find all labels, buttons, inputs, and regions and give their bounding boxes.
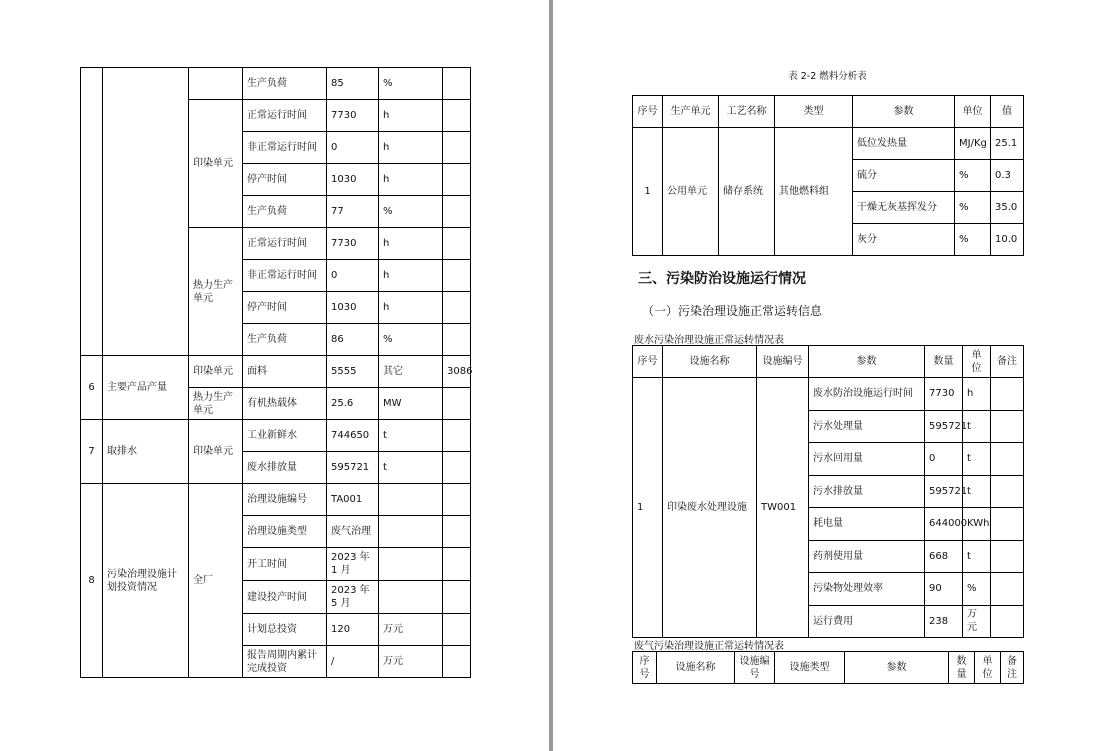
column-header: 设施名称 [663, 346, 757, 378]
uom-cell: h [379, 164, 443, 196]
unit-cell: 热力生产单元 [189, 388, 243, 420]
facility-code-cell: TW001 [757, 378, 809, 638]
note-cell [443, 516, 471, 548]
param-cell: 计划总投资 [243, 614, 327, 646]
unit-cell: 公用单元 [663, 128, 719, 256]
table-row [81, 420, 471, 452]
uom-cell: 其它 [379, 356, 443, 388]
param-cell: 污水处理量 [809, 410, 925, 443]
uom-cell: t [379, 452, 443, 484]
param-cell: 面料 [243, 356, 327, 388]
param-cell: 治理设施编号 [243, 484, 327, 516]
uom-cell [379, 516, 443, 548]
column-header: 单位 [955, 96, 991, 128]
param-cell: 建设投产时间 [243, 581, 327, 614]
value-cell: 86 [327, 324, 379, 356]
uom-cell: t [379, 420, 443, 452]
index-cell: 8 [81, 484, 103, 678]
table-caption: 表 2-2 燃料分析表 [788, 71, 867, 82]
uom-cell: % [955, 160, 991, 192]
unit-cell [189, 68, 243, 100]
unit-cell: 印染单元 [189, 420, 243, 484]
production-info-table [80, 67, 471, 678]
value-cell: TA001 [327, 484, 379, 516]
param-cell: 低位发热量 [853, 128, 955, 160]
column-header: 序号 [633, 96, 663, 128]
value-cell: 595721 [327, 452, 379, 484]
column-header: 设施编号 [757, 346, 809, 378]
note-cell [991, 443, 1024, 476]
uom-cell: % [379, 68, 443, 100]
column-header: 单位 [975, 652, 1001, 684]
value-cell: 0 [327, 132, 379, 164]
qty-cell: 595721 [925, 410, 963, 443]
uom-cell: KWh [963, 508, 991, 541]
column-header: 备注 [1001, 652, 1024, 684]
process-cell: 储存系统 [719, 128, 775, 256]
value-cell: 1030 [327, 164, 379, 196]
item-name-cell: 污染治理设施计划投资情况 [103, 484, 189, 678]
table-title: 废气污染治理设施正常运转情况表 [634, 641, 784, 652]
item-name-cell: 取排水 [103, 420, 189, 484]
uom-cell: % [955, 224, 991, 256]
table-row [81, 484, 471, 516]
table-title: 废水污染治理设施正常运转情况表 [634, 335, 784, 346]
uom-cell: % [955, 192, 991, 224]
index-cell: 1 [633, 128, 663, 256]
qty-cell: 668 [925, 540, 963, 573]
uom-cell: t [963, 540, 991, 573]
column-header: 设施名称 [657, 652, 735, 684]
unit-cell: 全厂 [189, 484, 243, 678]
column-header: 设施编号 [735, 652, 775, 684]
index-cell: 7 [81, 420, 103, 484]
note-cell [991, 540, 1024, 573]
column-header: 参数 [853, 96, 955, 128]
param-cell: 废水防治设施运行时间 [809, 378, 925, 411]
uom-cell: 万元 [379, 614, 443, 646]
uom-cell: t [963, 410, 991, 443]
param-cell: 开工时间 [243, 548, 327, 581]
uom-cell [379, 581, 443, 614]
note-cell [443, 452, 471, 484]
column-header: 数量 [949, 652, 975, 684]
param-cell: 废水排放量 [243, 452, 327, 484]
column-header: 参数 [845, 652, 949, 684]
param-cell: 干燥无灰基挥发分 [853, 192, 955, 224]
table-header-row [633, 652, 1024, 684]
value-cell: 废气治理 [327, 516, 379, 548]
param-cell: 正常运行时间 [243, 228, 327, 260]
value-cell: 0.3 [991, 160, 1024, 192]
uom-cell: 万元 [963, 605, 991, 638]
table-header-row [633, 96, 1024, 128]
param-cell: 污染物处理效率 [809, 573, 925, 606]
note-cell [991, 475, 1024, 508]
column-header: 单位 [963, 346, 991, 378]
param-cell: 正常运行时间 [243, 100, 327, 132]
note-cell [443, 100, 471, 132]
note-cell [991, 508, 1024, 541]
param-cell: 生产负荷 [243, 196, 327, 228]
qty-cell: 238 [925, 605, 963, 638]
value-cell: 5555 [327, 356, 379, 388]
table-row [633, 378, 1024, 411]
uom-cell: h [379, 292, 443, 324]
note-cell [443, 68, 471, 100]
note-cell [443, 292, 471, 324]
unit-cell: 热力生产单元 [189, 228, 243, 356]
note-cell [991, 605, 1024, 638]
note-cell [443, 548, 471, 581]
value-cell: 2023 年 5 月 [327, 581, 379, 614]
uom-cell: h [379, 228, 443, 260]
uom-cell: MJ/Kg [955, 128, 991, 160]
note-cell [443, 132, 471, 164]
param-cell: 工业新鲜水 [243, 420, 327, 452]
param-cell: 生产负荷 [243, 324, 327, 356]
value-cell: 7730 [327, 228, 379, 260]
value-cell: 0 [327, 260, 379, 292]
note-cell [443, 646, 471, 678]
note-cell [443, 581, 471, 614]
param-cell: 停产时间 [243, 292, 327, 324]
table-header-row [633, 346, 1024, 378]
note-cell [443, 388, 471, 420]
note-cell [443, 484, 471, 516]
param-cell: 污水排放量 [809, 475, 925, 508]
column-header: 类型 [775, 96, 853, 128]
qty-cell: 0 [925, 443, 963, 476]
param-cell: 污水回用量 [809, 443, 925, 476]
uom-cell: 万元 [379, 646, 443, 678]
fuel-analysis-table [632, 95, 1024, 256]
param-cell: 非正常运行时间 [243, 260, 327, 292]
note-cell [443, 196, 471, 228]
item-name-cell [103, 68, 189, 356]
uom-cell: h [379, 132, 443, 164]
note-cell [991, 378, 1024, 411]
value-cell: 744650 [327, 420, 379, 452]
value-cell: 1030 [327, 292, 379, 324]
uom-cell [379, 548, 443, 581]
uom-cell: t [963, 475, 991, 508]
note-cell [991, 410, 1024, 443]
table-row [633, 128, 1024, 160]
note-cell: 3086 [443, 356, 471, 388]
unit-cell: 印染单元 [189, 356, 243, 388]
value-cell: 85 [327, 68, 379, 100]
value-cell: 2023 年 1 月 [327, 548, 379, 581]
param-cell: 有机热载体 [243, 388, 327, 420]
index-cell [81, 68, 103, 356]
column-header: 参数 [809, 346, 925, 378]
index-cell: 1 [633, 378, 663, 638]
column-header: 生产单元 [663, 96, 719, 128]
uom-cell: % [379, 196, 443, 228]
qty-cell: 90 [925, 573, 963, 606]
uom-cell: MW [379, 388, 443, 420]
value-cell: 25.6 [327, 388, 379, 420]
qty-cell: 595721 [925, 475, 963, 508]
value-cell: 120 [327, 614, 379, 646]
waste-gas-facility-table [632, 651, 1024, 684]
note-cell [443, 260, 471, 292]
unit-cell: 印染单元 [189, 100, 243, 228]
param-cell: 报告周期内累计完成投资 [243, 646, 327, 678]
note-cell [443, 324, 471, 356]
param-cell: 耗电量 [809, 508, 925, 541]
param-cell: 运行费用 [809, 605, 925, 638]
column-header: 设施类型 [775, 652, 845, 684]
section-heading: 三、污染防治设施运行情况 [638, 271, 806, 287]
table-row [81, 68, 471, 100]
column-header: 备注 [991, 346, 1024, 378]
note-cell [991, 573, 1024, 606]
column-header: 序号 [633, 346, 663, 378]
value-cell: 35.0 [991, 192, 1024, 224]
uom-cell: h [379, 100, 443, 132]
document-page-left [0, 0, 549, 751]
uom-cell: h [963, 378, 991, 411]
qty-cell: 644000 [925, 508, 963, 541]
note-cell [443, 614, 471, 646]
column-header: 值 [991, 96, 1024, 128]
param-cell: 生产负荷 [243, 68, 327, 100]
facility-name-cell: 印染废水处理设施 [663, 378, 757, 638]
param-cell: 治理设施类型 [243, 516, 327, 548]
qty-cell: 7730 [925, 378, 963, 411]
column-header: 序号 [633, 652, 657, 684]
param-cell: 灰分 [853, 224, 955, 256]
note-cell [443, 164, 471, 196]
note-cell [443, 228, 471, 260]
uom-cell [379, 484, 443, 516]
uom-cell: h [379, 260, 443, 292]
param-cell: 停产时间 [243, 164, 327, 196]
note-cell [443, 420, 471, 452]
item-name-cell: 主要产品产量 [103, 356, 189, 420]
index-cell: 6 [81, 356, 103, 420]
param-cell: 药剂使用量 [809, 540, 925, 573]
table-row [81, 356, 471, 388]
type-cell: 其他燃料组 [775, 128, 853, 256]
uom-cell: t [963, 443, 991, 476]
uom-cell: % [963, 573, 991, 606]
value-cell: 77 [327, 196, 379, 228]
value-cell: 10.0 [991, 224, 1024, 256]
wastewater-facility-table [632, 345, 1024, 638]
subsection-heading: （一）污染治理设施正常运转信息 [642, 304, 823, 318]
column-header: 数量 [925, 346, 963, 378]
value-cell: 7730 [327, 100, 379, 132]
column-header: 工艺名称 [719, 96, 775, 128]
uom-cell: % [379, 324, 443, 356]
param-cell: 非正常运行时间 [243, 132, 327, 164]
value-cell: 25.1 [991, 128, 1024, 160]
value-cell: / [327, 646, 379, 678]
param-cell: 硫分 [853, 160, 955, 192]
